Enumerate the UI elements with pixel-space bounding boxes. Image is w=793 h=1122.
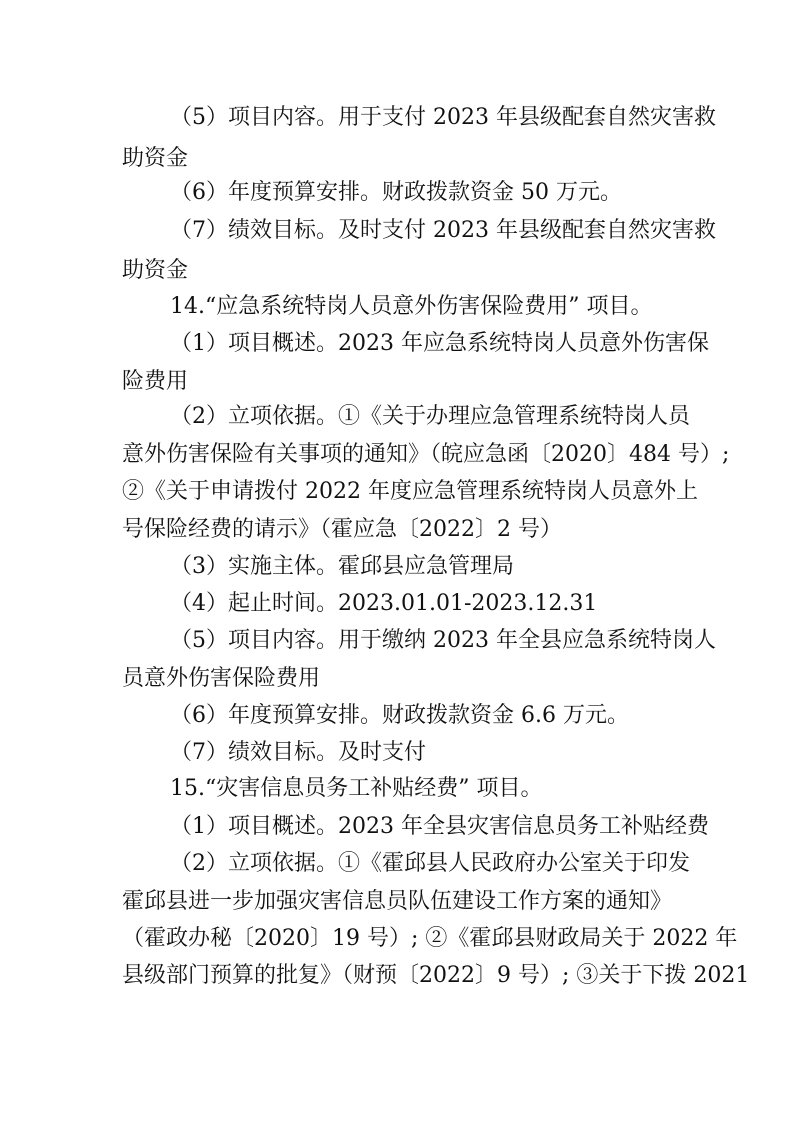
- paragraph-line: （7）绩效目标。及时支付 2023 年县级配套自然灾害救: [170, 218, 716, 243]
- paragraph-line: 霍邱县进一步加强灾害信息员队伍建设工作方案的通知》: [122, 889, 673, 914]
- paragraph-line: 员意外伤害保险费用: [122, 666, 321, 691]
- paragraph-line: 险费用: [122, 369, 189, 394]
- paragraph-line: （1）项目概述。2023 年全县灾害信息员务工补贴经费: [170, 814, 709, 839]
- paragraph-line: ②《关于申请拨付 2022 年度应急管理系统特岗人员意外上: [122, 479, 698, 504]
- section-heading: 14.“应急系统特岗人员意外伤害保险费用” 项目。: [170, 294, 653, 319]
- paragraph-line: （4）起止时间。2023.01.01-2023.12.31: [170, 591, 598, 616]
- paragraph-line: （3）实施主体。霍邱县应急管理局: [170, 554, 514, 579]
- paragraph-line: （5）项目内容。用于缴纳 2023 年全县应急系统特岗人: [170, 628, 716, 653]
- paragraph-line: 号保险经费的请示》（霍应急〔2022〕2 号）: [122, 517, 562, 542]
- paragraph-line: （2）立项依据。①《关于办理应急管理系统特岗人员: [170, 404, 690, 429]
- paragraph-line: （7）绩效目标。及时支付: [170, 740, 426, 765]
- paragraph-line: （6）年度预算安排。财政拨款资金 50 万元。: [170, 180, 622, 205]
- paragraph-line: （霍政办秘〔2020〕19 号）; ②《霍邱县财政局关于 2022 年: [122, 926, 738, 951]
- paragraph-line: 助资金: [122, 146, 189, 171]
- paragraph-line: （2）立项依据。①《霍邱县人民政府办公室关于印发: [170, 851, 690, 876]
- paragraph-line: 县级部门预算的批复》（财预〔2022〕9 号）; ③关于下拨 2021: [122, 963, 750, 988]
- paragraph-line: （6）年度预算安排。财政拨款资金 6.6 万元。: [170, 703, 629, 728]
- section-heading: 15.“灾害信息员务工补贴经费” 项目。: [170, 776, 543, 801]
- paragraph-line: 意外伤害保险有关事项的通知》（皖应急函〔2020〕484 号）;: [122, 442, 730, 467]
- paragraph-line: 助资金: [122, 258, 189, 283]
- paragraph-line: （1）项目概述。2023 年应急系统特岗人员意外伤害保: [170, 331, 709, 356]
- paragraph-line: （5）项目内容。用于支付 2023 年县级配套自然灾害救: [170, 105, 716, 130]
